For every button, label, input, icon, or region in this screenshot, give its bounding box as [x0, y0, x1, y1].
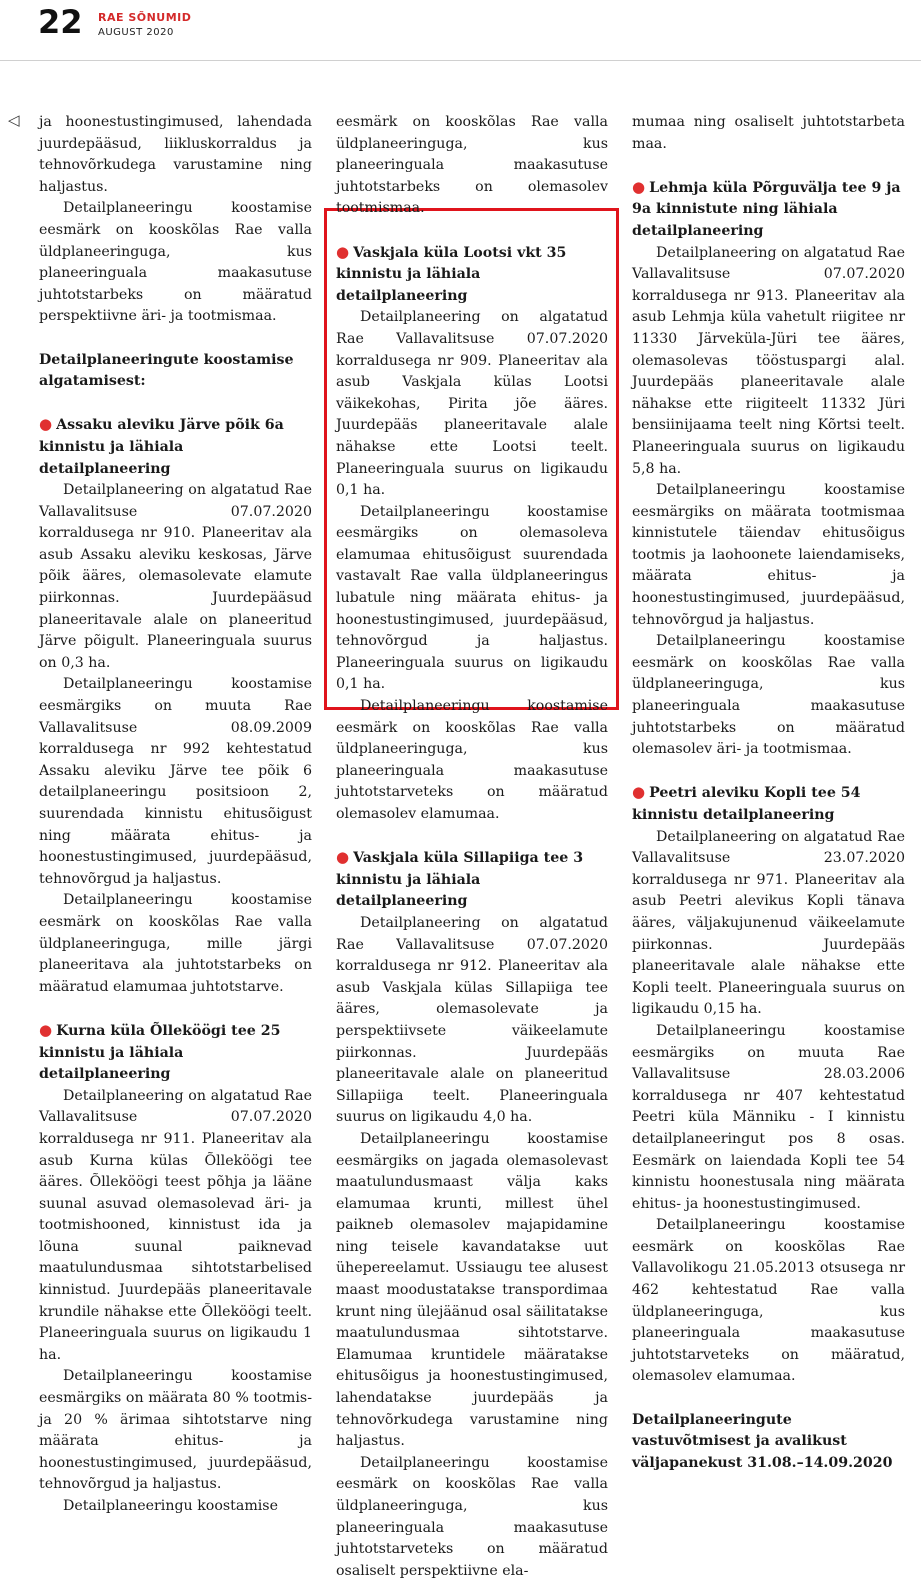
- column-3: [632, 112, 905, 1474]
- page-header: [0, 0, 921, 60]
- paragraph: Detailplaneeringu koostamise eesmärgiks on jagada olemasolevast maatulundusmaast välja kaks elamumaa krunti, millest ühel paikneb olemasolev majapidamine ning teisele kavandatakse uut ühepereelamut. Ussiaugu tee alusest maast moodustatakse transpordimaa krunt ning ülejäänud osal säilitatakse maatulundusmaa sihtotstarve. Elamumaa kruntidele määratakse ehitusõigus ja hoonestustingimused, lahendatakse juurdepääs ja tehnovõrkudega varustamine ning haljastus.: [336, 1130, 608, 1450]
- paragraph: ja hoonestustingimused, lahendada juurdepääsud, liikluskorraldus ja tehnovõrkudega varustamine ning haljastus.: [39, 114, 312, 195]
- red-dot-bullet-icon: ●: [336, 848, 350, 867]
- red-dot-bullet-icon: ●: [632, 177, 646, 196]
- paragraph: Detailplaneeringu koostamise eesmärgiks on muuta Rae Vallavalitsuse 28.03.2006 korraldusega nr 407 kehtestatud Peetri küla Männiku - I kinnistu detailplaneeringut pos 8 osas. Eesmärk on laiendada Kopli tee 54 kinnistu hoonestusala ning määrata ehitus- ja hoonestustingimused.: [632, 1022, 905, 1212]
- red-dot-bullet-icon: ●: [39, 1020, 53, 1039]
- article-title: ● Peetri aleviku Kopli tee 54 kinnistu detailplaneering: [632, 783, 861, 823]
- article-title: ● Kurna küla Õlleköögi tee 25 kinnistu ja lähiala detailplaneering: [39, 1020, 281, 1083]
- red-dot-bullet-icon: ●: [336, 242, 350, 261]
- header-divider: [0, 60, 921, 61]
- section-heading: Detailplaneeringute koostamise algatamisest:: [39, 351, 294, 390]
- article-title: ● Assaku aleviku Järve põik 6a kinnistu ja lähiala detailplaneering: [39, 415, 284, 477]
- paragraph: Detailplaneeringu koostamise eesmärgiks on muuta Rae Vallavalitsuse 08.09.2009 korraldusega nr 992 kehtestatud Assaku aleviku Järve tee põik 6 detailplaneeringu positsioon 2, suurendada kinnistu ehitusõigust ning määrata ehitus- ja hoonestustingimused, juurdepääsud, tehnovõrgud ja haljastus.: [39, 676, 312, 887]
- paragraph: Detailplaneeringu koostamise eesmärk on kooskõlas Rae valla üldplaneeringuga, kus planeeringuala maakasutuse juhtotstarveteks on määratud osaliselt perspektiivne ela-: [336, 1454, 608, 1579]
- column-1: [39, 112, 312, 1518]
- publication-name: RAE SÕNUMID: [98, 11, 192, 24]
- paragraph: Detailplaneering on algatatud Rae Vallavalitsuse 07.07.2020 korraldusega nr 910. Planeeritav ala asub Assaku aleviku keskosas, Järve põik ääres, olemasolevate elamute piirkonnas. Juurdepääsud planeeritavale alale on planeeritud Järve põigult. Planeeringuala suurus on 0,3 ha.: [39, 482, 312, 671]
- paragraph: Detailplaneering on algatatud Rae Vallavalitsuse 07.07.2020 korraldusega nr 912. Planeeritav ala asub Vaskjala külas Sillapiiga tee ääres, olemasolevate ja perspektiivsete väikeelamute piirkonnas. Juurdepääs planeeritavale alale on planeeritud Sillapiiga teelt. Planeeringuala suurus on ligikaudu 4,0 ha.: [336, 914, 608, 1126]
- article-title: ● Lehmja küla Põrguvälja tee 9 ja 9a kinnistute ning lähiala detailplaneering: [632, 177, 901, 239]
- paragraph: Detailplaneeringu koostamise eesmärk on kooskõlas Rae valla üldplaneeringuga, kus planeeringuala maakasutuse juhtotstarbeks on määratud perspektiivne äri- ja tootmismaa.: [39, 200, 312, 325]
- left-triangle-icon[interactable]: ◁: [8, 111, 20, 129]
- paragraph: Detailplaneering on algatatud Rae Vallavalitsuse 07.07.2020 korraldusega nr 911. Planeeritav ala asub Kurna külas Õlleköögi tee ääres. Õlleköögi teest põhja ja lääne suunal asuvad olemasolevad äri- ja tootmishooned, kinnistust ida ja lõuna suunal paiknevad maatulundusmaa sihtotstarbelised kinnistud. Juurdepääs planeeritavale krundile nähakse ette Õlleköögi teelt. Planeeringuala suurus on ligikaudu 1 ha.: [39, 1087, 312, 1363]
- red-dot-bullet-icon: ●: [39, 415, 53, 434]
- paragraph: Detailplaneering on algatatud Rae Vallavalitsuse 07.07.2020 korraldusega nr 913. Planeeritav ala asub Lehmja küla vahetult riigitee nr 11330 Järveküla-Jüri tee ääres, olemasolevas tööstuspargi alal. Juurdepääs planeeritavale alale nähakse ette riigiteelt 11332 Jüri bensiinijaama teelt ning Kõrtsi teelt. Planeeringuala suurus on ligikaudu 5,8 ha.: [632, 244, 905, 477]
- paragraph: Detailplaneeringu koostamise: [63, 1498, 278, 1514]
- article-title: ● Vaskjala küla Lootsi vkt 35 kinnistu ja lähiala detailplaneering: [336, 242, 567, 304]
- column-2: [336, 112, 608, 1582]
- section-heading: Detailplaneeringute vastuvõtmisest ja avalikust väljapanekust 31.08.–14.09.2020: [632, 1411, 893, 1471]
- issue-date: AUGUST 2020: [98, 27, 174, 38]
- paragraph: Detailplaneeringu koostamise eesmärgiks on määrata 80 % tootmis- ja 20 % ärimaa sihtotstarve ning määrata ehitus- ja hoonestustingimused, juurdepääsud, tehnovõrgud ja haljastus.: [39, 1368, 312, 1493]
- paragraph: Detailplaneeringu koostamise eesmärgiks on olemasoleva elamumaa ehitusõigust suurendada vastavalt Rae valla üldplaneeringus lubatule ning määrata ehitus- ja hoonestustingimused, juurdepääsud, tehnovõrgud ja haljastus. Planeeringuala suurus on ligikaudu 0,1 ha.: [336, 503, 608, 693]
- paragraph: eesmärk on kooskõlas Rae valla üldplaneeringuga, kus planeeringuala maakasutuse juhtotstarbeks on olemasolev tootmismaa.: [336, 114, 608, 217]
- paragraph: Detailplaneering on algatatud Rae Vallavalitsuse 23.07.2020 korraldusega nr 971. Planeeritav ala asub Peetri alevikus Kopli tänava ääres, väljakujunenud väikeelamute piirkonnas. Juurdepääs planeeritavale alale nähakse ette Kopli teelt. Planeeringuala suurus on ligikaudu 0,15 ha.: [632, 828, 905, 1018]
- page-number: 22: [38, 3, 83, 41]
- paragraph: Detailplaneeringu koostamise eesmärgiks on määrata tootmismaa kinnistutele täiendav ehitusõigus tootmis ja laohoonete laiendamiseks, määrata ehitus- ja hoonestustingimused, juurdepääsud, tehnovõrgud ja haljastus.: [632, 482, 905, 628]
- paragraph: Detailplaneeringu koostamise eesmärk on kooskõlas Rae valla üldplaneeringuga, kus planeeringuala maakasutuse juhtotstarveteks on määratud olemasolev elamumaa.: [336, 698, 608, 822]
- paragraph: Detailplaneeringu koostamise eesmärk on kooskõlas Rae Vallavolikogu 21.05.2013 otsusega nr 462 kehtestatud Rae valla üldplaneeringuga, kus planeeringuala maakasutuse juhtotstarveteks on määratud, olemasolev elamumaa.: [632, 1217, 905, 1385]
- paragraph: Detailplaneering on algatatud Rae Vallavalitsuse 07.07.2020 korraldusega nr 909. Planeeritav ala asub Vaskjala külas Lootsi väikekohas, Pirita jõe ääres. Juurdepääs planeeritavale alale nähakse ette Lootsi teelt. Planeeringuala suurus on ligikaudu 0,1 ha.: [336, 309, 608, 499]
- paragraph: Detailplaneeringu koostamise eesmärk on kooskõlas Rae valla üldplaneeringuga, kus planeeringuala maakasutuse juhtotstarbeks on määratud olemasolev äri- ja tootmismaa.: [632, 633, 905, 758]
- article-title: ● Vaskjala küla Sillapiiga tee 3 kinnistu ja lähiala detailplaneering: [336, 848, 584, 910]
- paragraph: Detailplaneeringu koostamise eesmärk on kooskõlas Rae valla üldplaneeringuga, mille järgi planeeritava ala juhtotstarbeks on määratud elamumaa juhtotstarve.: [39, 892, 312, 995]
- paragraph: mumaa ning osaliselt juhtotstarbeta maa.: [632, 114, 905, 152]
- red-dot-bullet-icon: ●: [632, 783, 646, 802]
